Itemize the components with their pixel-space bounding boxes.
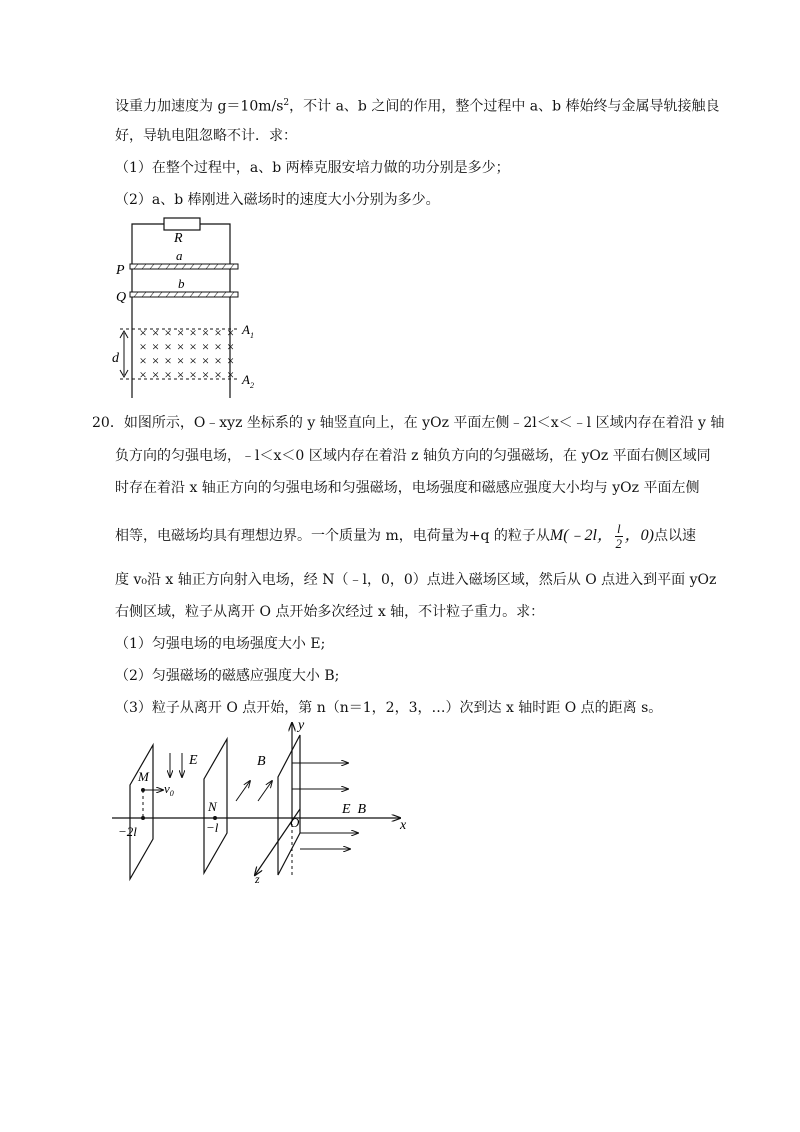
field-cross: × [226, 325, 235, 340]
field-cross: × [151, 325, 160, 340]
field-cross: × [201, 339, 210, 354]
field-cross: × [201, 325, 210, 340]
label-v0: $v_0$ [164, 781, 174, 798]
field-cross: × [189, 353, 197, 368]
field-cross: × [189, 325, 197, 340]
p20-question-1: （1）匀强电场的电场强度大小 E; [115, 636, 326, 652]
field-cross: × [151, 367, 160, 382]
label-M: M [138, 769, 149, 784]
resistor [164, 218, 200, 230]
field-cross: × [139, 339, 147, 354]
field-cross: × [201, 353, 210, 368]
rail-figure [100, 208, 270, 398]
label-O: O [290, 815, 300, 830]
fraction-l-over-2 [615, 522, 623, 551]
field-cross: × [139, 353, 147, 368]
field-cross: × [226, 353, 235, 368]
field-cross: × [214, 339, 222, 354]
plane-minus-2l [130, 745, 153, 879]
point-M-open: (﹣2l， [563, 527, 613, 544]
field-cross: × [151, 353, 160, 368]
p20-question-2: （2）匀强磁场的磁感应强度大小 B; [115, 668, 340, 684]
label-N: N [208, 799, 217, 814]
field-cross: × [164, 325, 172, 340]
field-cross: × [214, 353, 222, 368]
label-A2: $A_2$ [242, 372, 254, 390]
field-cross: × [189, 367, 197, 382]
field-cross: × [176, 367, 185, 382]
coordinate-figure [100, 715, 430, 890]
field-cross: × [189, 339, 197, 354]
label-b: b [178, 276, 185, 291]
p19-intro-sup: 2 [283, 98, 290, 108]
p20-line-6: 右侧区域，粒子从离开 O 点开始多次经过 x 轴，不计粒子重力。求： [115, 604, 545, 620]
label-P: P [116, 263, 125, 278]
point-M-label: M [549, 527, 564, 544]
label-E-left: E [189, 753, 198, 768]
b-field-arrow-2 [258, 781, 272, 801]
fraction-denominator: 2 [615, 535, 623, 551]
label-x: x [400, 818, 407, 833]
field-cross: × [226, 339, 235, 354]
field-cross: × [176, 325, 185, 340]
p20-line-1: 20．如图所示，O﹣xyz 坐标系的 y 轴竖直向上，在 yOz 平面左侧﹣2l＜x＜﹣l 区域内存在着沿 y 轴 [92, 415, 725, 431]
label-E-B-right: E B [342, 802, 367, 817]
field-cross: × [164, 353, 172, 368]
b-field-arrow-1 [236, 781, 250, 801]
p20-line-4 [115, 520, 696, 552]
field-cross: × [214, 367, 222, 382]
p19-question-2: （2）a、b 棒刚进入磁场时的速度大小分别为多少。 [115, 192, 440, 208]
p19-intro-line2: 好，导轨电阻忽略不计．求： [115, 128, 297, 144]
point-M-close: ，0) [624, 527, 654, 544]
label-B-left: B [257, 754, 266, 769]
label-Q: Q [116, 290, 127, 305]
p19-question-1: （1）在整个过程中，a、b 两棒克服安培力做的功分别是多少； [115, 160, 510, 176]
field-cross: × [214, 325, 222, 340]
magnetic-field-crosses [139, 325, 234, 382]
label-A1: $A_1$ [242, 322, 254, 340]
p20-question-3: （3）粒子从离开 O 点开始，第 n（n＝1，2，3，…）次到达 x 轴时距 O 点的距离 s。 [115, 700, 663, 716]
field-cross: × [176, 339, 185, 354]
field-cross: × [164, 367, 172, 382]
label-negl: −l [206, 820, 219, 835]
plane-yOz [278, 735, 300, 875]
label-a: a [176, 248, 183, 263]
field-cross: × [151, 339, 160, 354]
p20-line-4a: 相等，电磁场均具有理想边界。一个质量为 m，电荷量为+q 的粒子从 [115, 528, 550, 544]
label-d: d [112, 351, 119, 366]
p19-intro-a: 设重力加速度为 g＝10m/s [115, 98, 284, 115]
p20-line-4b: 点以速 [653, 528, 696, 544]
label-z: z [255, 872, 260, 886]
p19-intro-line1 [115, 93, 720, 117]
field-cross: × [226, 367, 235, 382]
p20-line-5: 度 v₀沿 x 轴正方向射入电场，经 N（﹣l，0，0）点进入磁场区域，然后从 O 点进入到平面 yOz [115, 572, 717, 588]
p20-line-3: 时存在着沿 x 轴正方向的匀强电场和匀强磁场，电场强度和磁感应强度大小均与 yOz 平面左侧 [115, 480, 700, 496]
p19-intro-b: ，不计 a、b 之间的作用，整个过程中 a、b 棒始终与金属导轨接触良 [289, 98, 720, 115]
field-cross: × [139, 325, 147, 340]
point-M [141, 788, 145, 792]
field-cross: × [176, 353, 185, 368]
field-cross: × [164, 339, 172, 354]
p20-line-2: 负方向的匀强电场，﹣l＜x＜0 区域内存在着沿 z 轴负方向的匀强磁场，在 yOz 平面右侧区域同 [115, 448, 711, 464]
field-cross: × [201, 367, 210, 382]
label-neg2l: −2l [118, 824, 137, 839]
label-y: y [298, 718, 305, 733]
point-minus-2l [141, 816, 145, 820]
fraction-numerator: l [616, 520, 621, 536]
label-R: R [174, 231, 183, 246]
field-cross: × [139, 367, 147, 382]
